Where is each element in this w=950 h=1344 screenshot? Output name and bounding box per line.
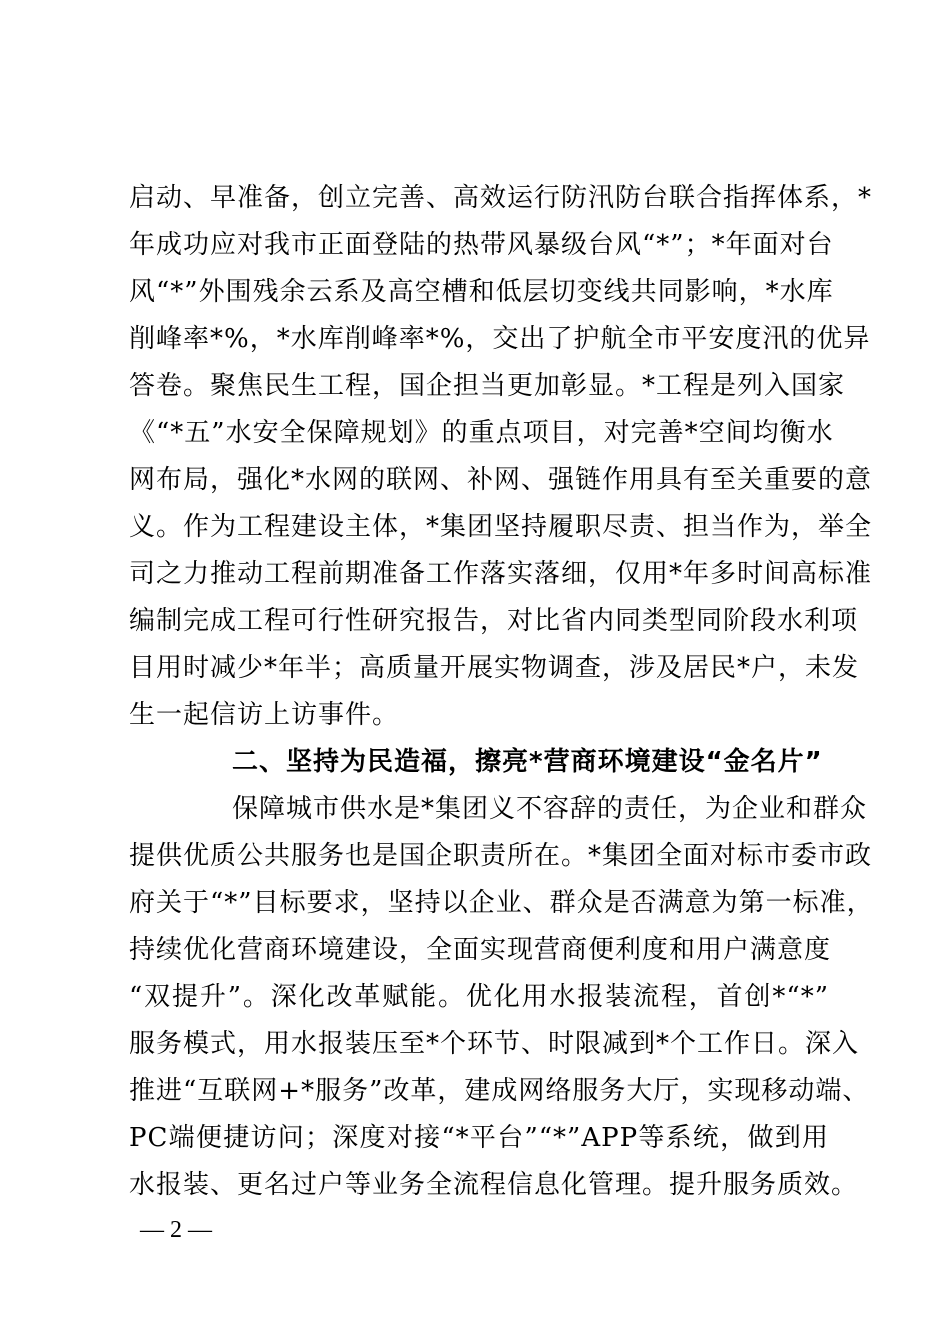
body-text-line: 《“*五”水安全保障规划》的重点项目，对完善*空间均衡水	[129, 418, 834, 448]
page-number: — 2 —	[140, 1217, 212, 1243]
body-text-line: 答卷。聚焦民生工程，国企担当更加彰显。*工程是列入国家	[129, 371, 846, 401]
body-text-line: “双提升”。深化改革赋能。优化用水报装流程，首创*“*”	[129, 982, 829, 1012]
body-text-line: 服务模式，用水报装压至*个环节、时限减到*个工作日。深入	[129, 1029, 860, 1059]
body-text-line: PC端便捷访问；深度对接“*平台”“*”APP等系统，做到用	[129, 1123, 829, 1153]
body-text-line: 府关于“*”目标要求，坚持以企业、群众是否满意为第一标准，	[129, 888, 874, 918]
body-text-line: 目用时减少*年半；高质量开展实物调查，涉及居民*户，未发	[129, 653, 860, 683]
body-text-line: 推进“互联网+*服务”改革，建成网络服务大厅，实现移动端、	[129, 1076, 870, 1106]
body-text-line: 持续优化营商环境建设，全面实现营商便利度和用户满意度	[129, 935, 832, 965]
body-text-line: 编制完成工程可行性研究报告，对比省内同类型同阶段水利项	[129, 606, 859, 636]
body-text-line: 生一起信访上访事件。	[129, 700, 400, 730]
body-text-line: 年成功应对我市正面登陆的热带风暴级台风“*”；*年面对台	[129, 230, 834, 260]
body-text-line: 启动、早准备，创立完善、高效运行防汛防台联合指挥体系，*	[129, 183, 873, 213]
paragraph-first-line: 保障城市供水是*集团义不容辞的责任，为企业和群众	[232, 794, 868, 824]
section-heading: 二、坚持为民造福，擦亮*营商环境建设“金名片”	[232, 747, 823, 777]
body-text-line: 网布局，强化*水网的联网、补网、强链作用具有至关重要的意	[129, 465, 873, 495]
body-text-line: 水报装、更名过户等业务全流程信息化管理。提升服务质效。	[129, 1170, 859, 1200]
body-text-line: 提供优质公共服务也是国企职责所在。*集团全面对标市委市政	[129, 841, 873, 871]
body-text-line: 义。作为工程建设主体，*集团坚持履职尽责、担当作为，举全	[129, 512, 873, 542]
body-text-line: 司之力推动工程前期准备工作落实落细，仅用*年多时间高标准	[129, 559, 873, 589]
body-text-line: 风“*”外围残余云系及高空槽和低层切变线共同影响，*水库	[129, 277, 834, 307]
body-text-line: 削峰率*%，*水库削峰率*%，交出了护航全市平安度汛的优异	[129, 324, 871, 354]
